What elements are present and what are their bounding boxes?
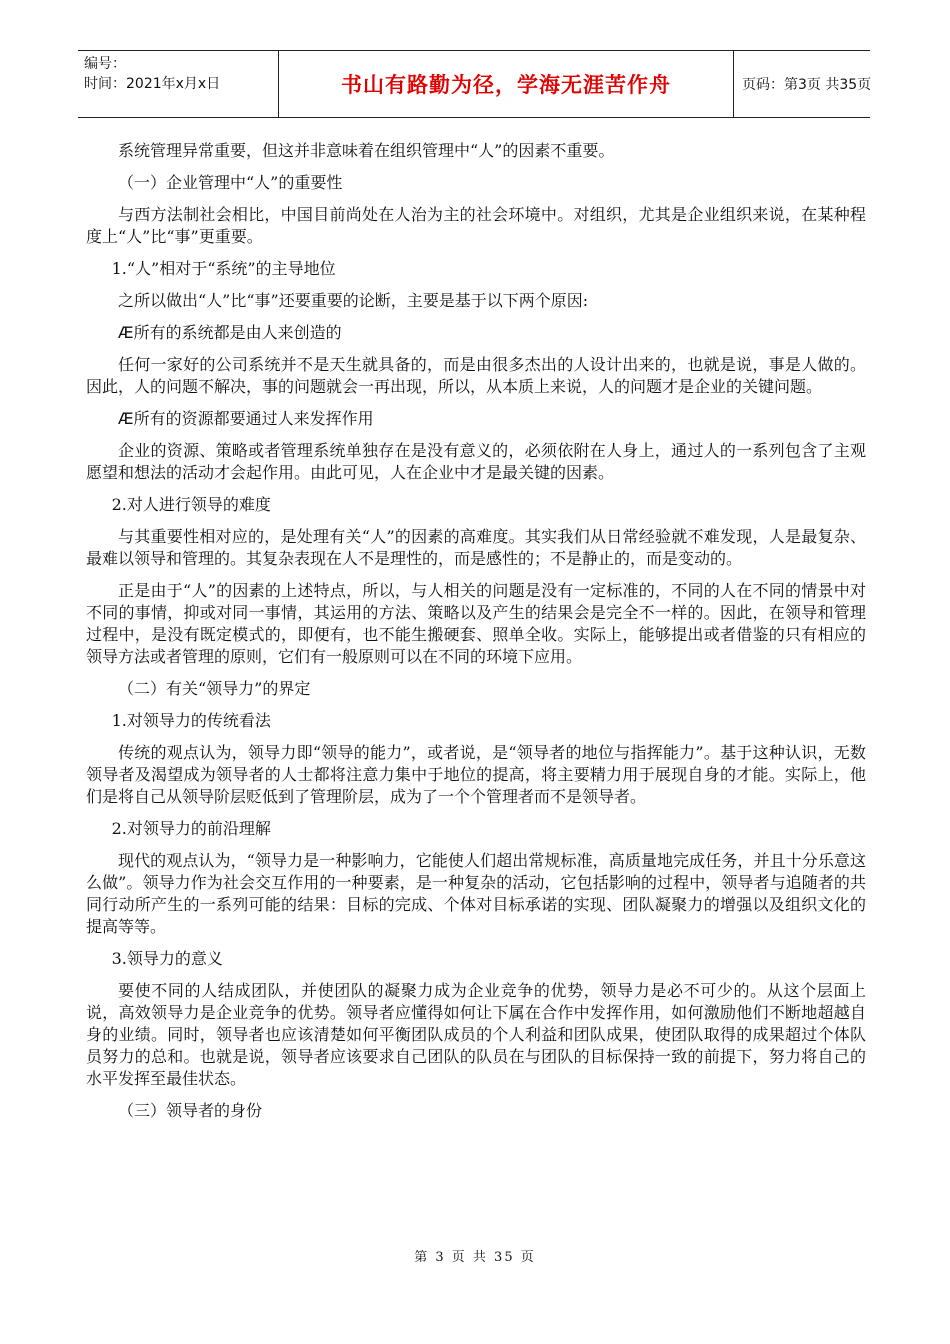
bullet-item xyxy=(86,322,866,344)
bullet-text: 所有的资源都要通过人来发挥作用 xyxy=(133,409,374,428)
subsection-heading: 2.对人进行领导的难度 xyxy=(111,495,271,514)
document-body xyxy=(86,140,866,1132)
subsection-heading: 1.对领导力的传统看法 xyxy=(111,711,271,730)
subsection-heading: 1.“人”相对于“系统”的主导地位 xyxy=(111,259,336,278)
bullet-item xyxy=(86,408,866,430)
paragraph: 正是由于“人”的因素的上述特点，所以，与人相关的问题是没有一定标准的，不同的人在不同的情景中对不同的事情，抑或对同一事情，其运用的方法、策略以及产生的结果会是完全不一样的。因此，在领导和管理过程中，是没有既定模式的，即便有，也不能生搬硬套、照单全收。实际上，能够提出或者借鉴的只有相应的领导方法或者管理的原则，它们有一般原则可以在不同的环境下应用。 xyxy=(86,581,866,666)
bullet-mark: Æ xyxy=(118,323,134,342)
paragraph: 传统的观点认为，领导力即“领导的能力”，或者说，是“领导者的地位与指挥能力”。基于这种认识，无数领导者及渴望成为领导者的人士都将注意力集中于地位的提高，将主要精力用于展现自身的才能。实际上，他们是将自己从领导阶层贬低到了管理阶层，成为了一个个管理者而不是领导者。 xyxy=(86,743,866,806)
paragraph: 与西方法制社会相比，中国目前尚处在人治为主的社会环境中。对组织，尤其是企业组织来说，在某种程度上“人”比“事”更重要。 xyxy=(86,205,866,246)
page-footer: 第 3 页 共 35 页 xyxy=(414,1250,536,1265)
paragraph: 现代的观点认为，“领导力是一种影响力，它能使人们超出常规标准，高质量地完成任务，并且十分乐意这么做”。领导力作为社会交互作用的一种要素，是一种复杂的活动，它包括影响的过程中，领导者与追随者的共同行动所产生的一系列可能的结果：目标的完成、个体对目标承诺的实现、团队凝聚力的增强以及组织文化的提高等等。 xyxy=(86,851,866,936)
paragraph: 之所以做出“人”比“事”还要重要的论断，主要是基于以下两个原因: xyxy=(118,291,589,310)
bullet-text: 所有的系统都是由人来创造的 xyxy=(133,323,342,342)
subsection-heading: 2.对领导力的前沿理解 xyxy=(111,819,271,838)
paragraph: 与其重要性相对应的，是处理有关“人”的因素的高难度。其实我们从日常经验就不难发现，人是最复杂、最难以领导和管理的。其复杂表现在人不是理性的，而是感性的；不是静止的，而是变动的。 xyxy=(86,527,866,568)
section-heading: （一）企业管理中“人”的重要性 xyxy=(118,173,343,192)
paragraph: 要使不同的人结成团队，并使团队的凝聚力成为企业竞争的优势，领导力是必不可少的。从这个层面上说，高效领导力是企业竞争的优势。领导者应懂得如何让下属在合作中发挥作用，如何激励他们不断地超越自身的业绩。同时，领导者也应该清楚如何平衡团队成员的个人利益和团队成果，使团队取得的成果超过个体队员努力的总和。也就是说，领导者应该要求自己团队的队员在与团队的目标保持一致的前提下，努力将自己的水平发挥至最佳状态。 xyxy=(86,981,866,1088)
paragraph: 企业的资源、策略或者管理系统单独存在是没有意义的，必须依附在人身上，通过人的一系列包含了主观愿望和想法的活动才会起作用。由此可见，人在企业中才是最关键的因素。 xyxy=(86,441,866,482)
header-page-info: 页码：第3页 共35页 xyxy=(742,77,872,93)
paragraph: 任何一家好的公司系统并不是天生就具备的，而是由很多杰出的人设计出来的，也就是说，事是人做的。因此，人的问题不解决，事的问题就会一再出现，所以，从本质上来说，人的问题才是企业的关键问题。 xyxy=(86,355,866,396)
section-heading: （三）领导者的身份 xyxy=(118,1101,263,1120)
subsection-heading: 3.领导力的意义 xyxy=(111,949,223,968)
document-header xyxy=(78,50,870,118)
header-slogan: 书山有路勤为径，学海无涯苦作舟 xyxy=(278,51,734,117)
document-number-label: 编号： xyxy=(84,56,126,72)
bullet-mark: Æ xyxy=(118,409,134,428)
header-meta xyxy=(78,51,278,117)
document-time-label: 时间：2021年x月x日 xyxy=(84,76,221,92)
section-heading: （二）有关“领导力”的界定 xyxy=(118,679,311,698)
paragraph: 系统管理异常重要，但这并非意味着在组织管理中“人”的因素不重要。 xyxy=(118,141,615,160)
